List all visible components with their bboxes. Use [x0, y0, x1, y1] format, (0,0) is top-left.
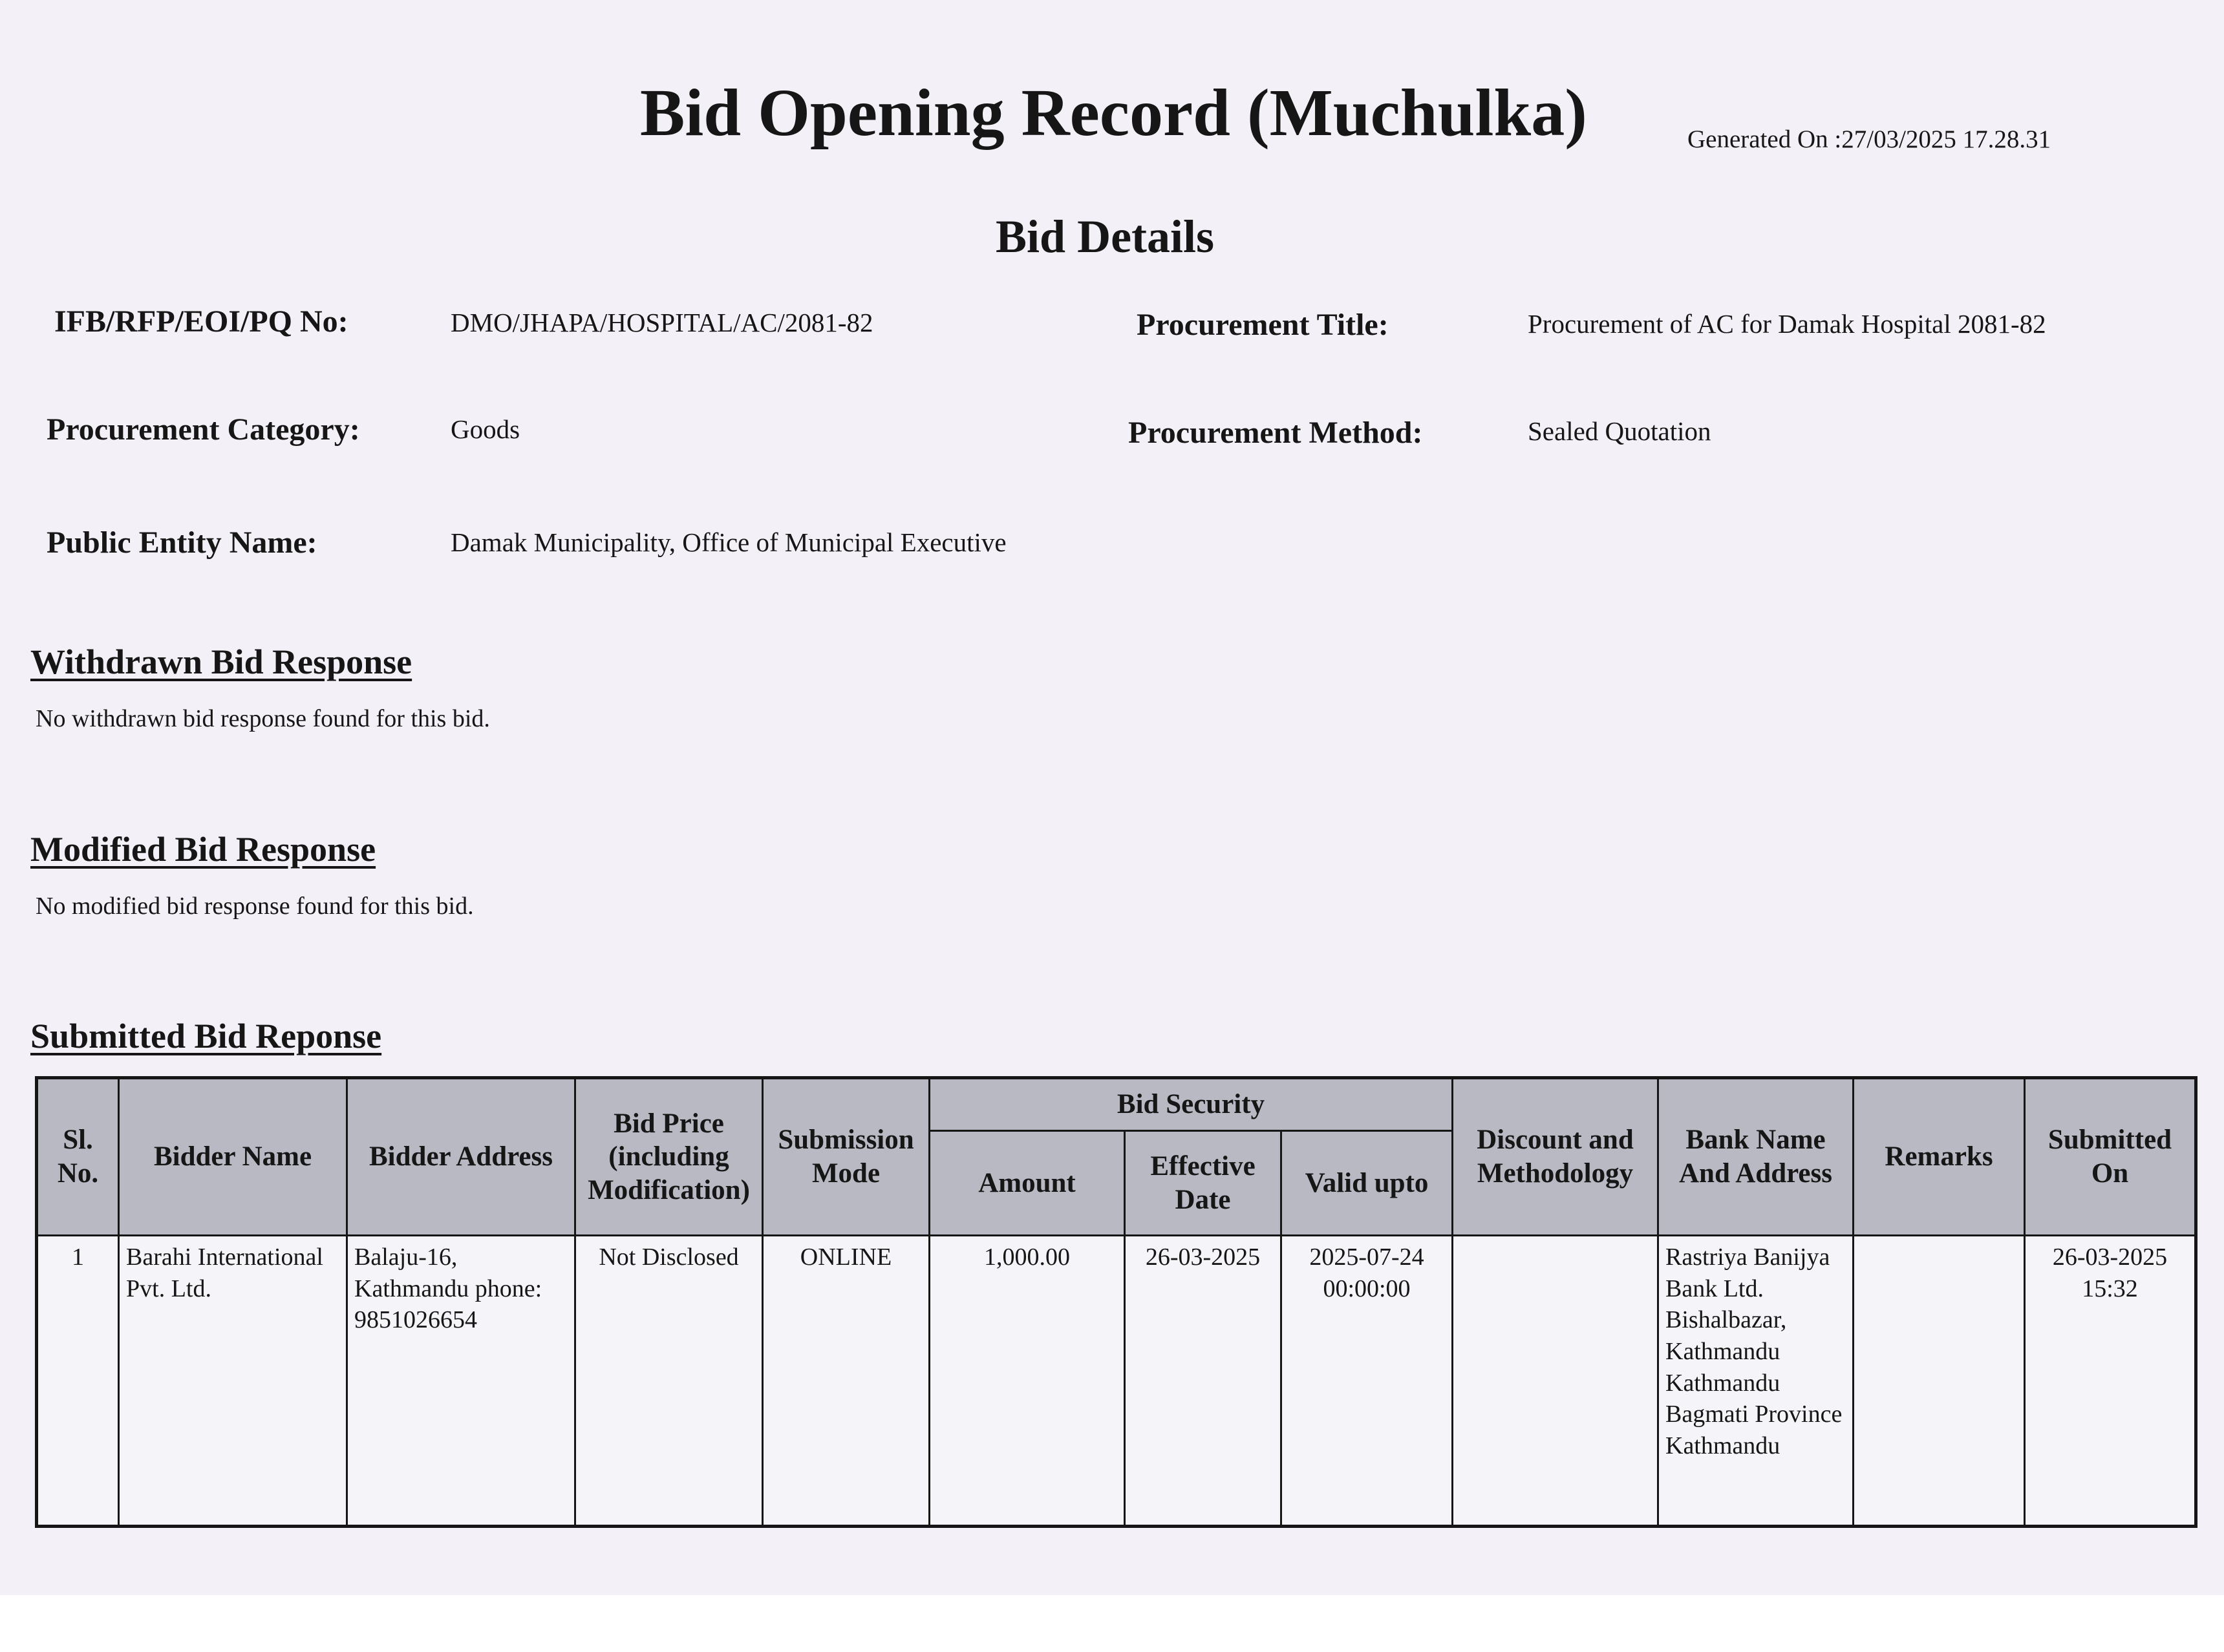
cell-bidder-name: Barahi International Pvt. Ltd. [119, 1236, 347, 1527]
procurement-method-value: Sealed Quotation [1528, 416, 1711, 446]
table-row [37, 1236, 2196, 1527]
header-bank: Bank Name And Address [1658, 1078, 1854, 1236]
header-sl-no: Sl. No. [37, 1078, 119, 1236]
header-submission-mode: Submission Mode [763, 1078, 930, 1236]
header-effective-date: Effective Date [1125, 1131, 1281, 1236]
procurement-method-label: Procurement Method: [1128, 416, 1423, 450]
procurement-title-label: Procurement Title: [1137, 308, 1389, 342]
modified-heading: Modified Bid Response [30, 830, 376, 869]
procurement-category-value: Goods [451, 414, 520, 444]
cell-discount [1453, 1236, 1658, 1527]
ifb-value: DMO/JHAPA/HOSPITAL/AC/2081-82 [451, 308, 873, 337]
public-entity-label: Public Entity Name: [47, 525, 317, 560]
header-discount: Discount and Methodology [1453, 1078, 1658, 1236]
modified-note: No modified bid response found for this bid. [36, 893, 474, 920]
cell-effective-date: 26-03-2025 [1125, 1236, 1281, 1527]
header-amount: Amount [930, 1131, 1125, 1236]
cell-bank: Rastriya Banijya Bank Ltd. Bishalbazar, Kathmandu Kathmandu Bagmati Province Kathmandu [1658, 1236, 1854, 1527]
cell-remarks [1854, 1236, 2025, 1527]
withdrawn-heading: Withdrawn Bid Response [30, 642, 412, 681]
submitted-heading: Submitted Bid Reponse [30, 1017, 382, 1055]
header-bidder-name: Bidder Name [119, 1078, 347, 1236]
cell-bid-price: Not Disclosed [575, 1236, 763, 1527]
withdrawn-note: No withdrawn bid response found for this bid. [36, 705, 490, 732]
cell-bidder-address: Balaju-16, Kathmandu phone: 9851026654 [347, 1236, 575, 1527]
document-title: Bid Opening Record (Muchulka) [640, 76, 1587, 150]
procurement-category-label: Procurement Category: [47, 412, 360, 447]
ifb-label: IFB/RFP/EOI/PQ No: [54, 304, 348, 339]
public-entity-value: Damak Municipality, Office of Municipal Executive [451, 527, 1007, 557]
cell-submission-mode: ONLINE [763, 1236, 930, 1527]
header-bidder-address: Bidder Address [347, 1078, 575, 1236]
submitted-bid-table [35, 1076, 2197, 1528]
header-remarks: Remarks [1854, 1078, 2025, 1236]
procurement-title-value: Procurement of AC for Damak Hospital 2081-82 [1528, 309, 2046, 339]
generated-timestamp: Generated On :27/03/2025 17.28.31 [1687, 125, 2051, 153]
cell-amount: 1,000.00 [930, 1236, 1125, 1527]
bid-details-heading: Bid Details [996, 211, 1215, 262]
table-header-row [37, 1078, 2196, 1131]
cell-valid-upto: 2025-07-24 00:00:00 [1281, 1236, 1453, 1527]
header-submitted-on: Submitted On [2025, 1078, 2196, 1236]
header-bid-price: Bid Price (including Modification) [575, 1078, 763, 1236]
cell-submitted-on: 26-03-2025 15:32 [2025, 1236, 2196, 1527]
cell-sl-no: 1 [37, 1236, 119, 1527]
header-valid-upto: Valid upto [1281, 1131, 1453, 1236]
page-bottom-edge [0, 1595, 2224, 1652]
header-bid-security: Bid Security [930, 1078, 1453, 1131]
